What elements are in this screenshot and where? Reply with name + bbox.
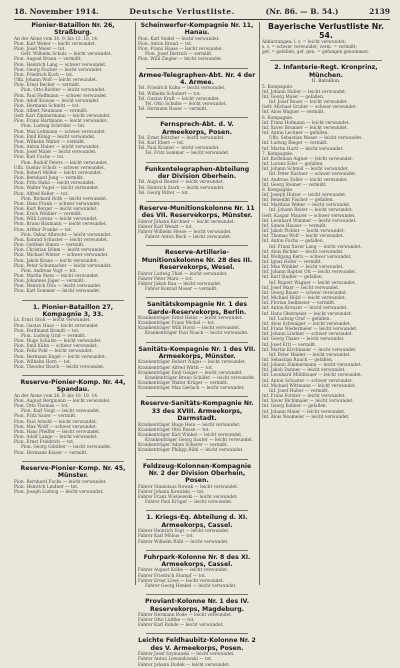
casualty-entry: Inf. Karl Stadler — gefallen.	[262, 275, 324, 281]
casualty-entry: Pion. Theodor Busch — leicht verwundet.	[14, 364, 105, 370]
casualty-entry: Inf. Andreas Zeller — leicht verwundet.	[262, 177, 349, 183]
casualty-entry: Fahrer Karl Wendt — tot.	[138, 224, 193, 230]
casualty-entry: Inf. Alois Bichler — leicht verwundet.	[262, 249, 344, 255]
page-header	[14, 4, 390, 18]
casualty-entry: Inf. Georg Kellner — gefallen.	[262, 404, 328, 410]
casualty-entry: Inf. Josef Ertl — vermißt.	[262, 342, 317, 348]
section-title: Reserve-Munitionskolonne Nr. 11 des VII. Reservekorps, Münster.	[139, 204, 255, 220]
casualty-entry: Inf. Jakob Danner — leicht verwundet.	[262, 368, 346, 374]
section-divider	[146, 297, 248, 298]
casualty-section	[138, 400, 256, 453]
column-divider	[135, 22, 136, 585]
casualty-entry: Pion. Josef Meier — tot.	[14, 47, 66, 53]
casualty-entry: Pion. Oskar Albrecht — leicht verwundet.	[21, 232, 112, 238]
casualty-entry: s. v. = schwer verwundet; verm. = vermißt;	[262, 45, 357, 51]
casualty-entry: Pion. Ferdinand Brandt — tot.	[14, 328, 80, 334]
casualty-entry: Fahrer Konrad Moser — vermißt.	[145, 287, 218, 293]
casualty-entry: Pion. Otto Richter — leicht verwundet.	[21, 88, 106, 94]
casualty-entry: Inf. Jakob Pichler — leicht verwundet.	[262, 229, 345, 235]
casualty-entry: Tel. Wilhelm Schubert — tot.	[138, 91, 201, 97]
casualty-entry: Inf. Hans Obermeier — leicht verwundet.	[262, 311, 352, 317]
casualty-entry: Inf. Michael Wittmann — leicht verwundet.	[262, 383, 356, 389]
section-title: Scheinwerfer-Kompagnie Nr. 11, Hanau.	[140, 22, 254, 37]
casualty-entry: Pion. Hugo Schulze — leicht verwundet.	[14, 339, 102, 345]
casualty-entry: Pion. Gustav Haas — leicht verwundet.	[14, 323, 100, 329]
casualty-entry: Fahrer Georg Henkel — leicht verwundet.	[145, 583, 237, 589]
casualty-entry: Pion. Willi Ziegler — leicht verwundet.	[138, 57, 223, 63]
section-title: Funkentelegraphen-Abteilung der Division Oberhein.	[144, 165, 250, 181]
casualty-entry: Tel. Otto Schulte — leicht verwundet.	[145, 101, 227, 107]
casualty-entry: Pion. Hans Frank — schwer verwundet.	[14, 201, 101, 207]
casualty-entry: Krankenträger Franz Michel — tot.	[138, 321, 215, 327]
casualty-entry: Krankenträger Alfred Wirth — tot.	[138, 365, 214, 371]
casualty-entry: Inf. Matthias Weber — leicht verwundet.	[262, 203, 351, 209]
casualty-entry: Tel. Heinrich Stark — leicht verwundet.	[138, 185, 225, 191]
casualty-entry: Fahrer Wilhelm Hesse — leicht verwundet.	[138, 230, 232, 236]
casualty-entry: Pion. Ludwig Schröder — tot.	[21, 124, 86, 130]
casualty-entry: Fahrer Anton Beck — leicht verwundet.	[145, 235, 232, 241]
casualty-entry: Pion. Anton Huber — leicht verwundet.	[14, 145, 100, 151]
casualty-entry: Inf. Johann Reiter — leicht verwundet.	[269, 208, 353, 214]
section-title: Leichte Feldhaubitz-Kolonne Nr. 2 des V. Armeekorps, Posen.	[138, 637, 256, 652]
casualty-entry: Pion. Bernhard Fuchs — leicht verwundet.	[14, 479, 107, 485]
casualty-entry: Lt. Ernst Groß — leicht verwundet.	[14, 318, 91, 324]
casualty-entry: Pion. Ernst Becker — vermißt.	[14, 83, 81, 89]
casualty-entry: Uffz. Sebastian Moser — leicht verwundet.	[269, 136, 363, 142]
casualty-entry: Gefr. Michael Gruber — schwer verwundet.	[262, 105, 357, 111]
casualty-entry: Inf. Martin Kirchmaier — leicht verwundet.	[262, 347, 357, 353]
casualty-entry: Pion. Hermann Schmitt — tot.	[14, 103, 80, 109]
section-title: 2. Infanterie-Regt. Kronprinz, München.	[274, 64, 378, 79]
casualty-entry: Fahrer Karl Rohde — leicht verwundet.	[138, 623, 224, 629]
casualty-entry: Inf. Ludwig Rieger — vermißt.	[262, 141, 329, 147]
casualty-entry: Pion. Georg Günther — leicht verwundet.	[21, 445, 112, 451]
casualty-entry: Fahrer Johann Kirchner — leicht verwundet.	[138, 219, 235, 225]
section-title: Feldzeug-Kolonnen-Kompagnie Nr. 2 der Division Oberhein, Posen.	[142, 462, 252, 485]
section-divider	[22, 300, 124, 301]
casualty-entry: Pion. Albert Neumann — vermißt.	[14, 109, 88, 114]
section-title: Fuhrpark-Kolonne Nr. 8 des XI. Armeekorps, Cassel.	[143, 553, 251, 569]
casualty-entry: Inf. Josef Huber — vermißt.	[269, 388, 329, 394]
casualty-entry: Pion. Felix Pohl — leicht verwundet.	[14, 349, 93, 355]
casualty-entry: Pion. Heinrich Otto — leicht verwundet.	[14, 284, 102, 290]
casualty-entry: Pion. Peter Schumacher — leicht verwundet.	[14, 263, 112, 269]
casualty-entry: Inf. Johann Schmid — leicht verwundet.	[262, 167, 349, 173]
casualty-entry: Inf. Franz Niedermeier — leicht verwundet.	[262, 327, 358, 333]
casualty-section	[138, 205, 256, 240]
casualty-entry: Pion. Heinrich Lindner — tot.	[14, 484, 79, 490]
casualty-entry: Krankenträger Robert Nagel — leicht verwundet.	[138, 360, 247, 366]
casualty-entry: Pion. Rudolf Peters — leicht verwundet.	[21, 160, 109, 166]
casualty-section	[138, 301, 256, 336]
casualty-entry: Inf. Joseph Holzer — leicht verwundet.	[262, 192, 347, 198]
section-divider	[146, 68, 248, 69]
casualty-entry: Fahrer August Kolbe — leicht verwundet.	[138, 568, 229, 574]
casualty-entry: Pion. Robert Möller — leicht verwundet.	[14, 170, 103, 176]
casualty-entry: Inf. Alois Schwaiger — leicht verwundet.	[262, 321, 351, 327]
column-2	[138, 22, 256, 668]
casualty-entry: Gefr. Wilhelm Schulz — leicht verwundet.	[21, 52, 112, 58]
casualty-entry: Inf. Martin Hartl — leicht verwundet.	[262, 146, 344, 152]
casualty-entry: Krankenträger Bruno Schäfer — leicht verwundet.	[145, 375, 256, 381]
casualty-entry: Pion. Kurt Berger — leicht verwundet.	[14, 206, 98, 212]
casualty-section	[14, 304, 132, 370]
section-divider	[146, 459, 248, 460]
casualty-entry: Krankenträger Philipp Rühl — leicht verwundet.	[138, 448, 244, 454]
casualty-entry: Pion. Georg Fischer — leicht verwundet.	[14, 67, 103, 73]
casualty-entry: Krankenträger Otto Busse — tot.	[138, 427, 210, 433]
casualty-entry: Pion. Arthur Franke — tot.	[14, 227, 73, 233]
casualty-section	[138, 637, 256, 667]
casualty-entry: Pion. Johannes Jäger — vermißt.	[14, 279, 85, 285]
casualty-entry: Inf. Georg Bauer — schwer verwundet.	[262, 290, 348, 296]
casualty-section	[138, 554, 256, 589]
casualty-entry: Krankenträger Emil Geiger — leicht verwundet.	[138, 370, 243, 376]
casualty-entry: Inf. Johann Lindner — schwer verwundet.	[262, 332, 353, 338]
casualty-entry: Pion. Christian Böhm — leicht verwundet.	[14, 248, 106, 254]
casualty-entry: Pion. Martin Stein — leicht verwundet.	[14, 274, 100, 279]
section-title: Proviant-Kolonne Nr. 1 des IV. Reservekorps, Magdeburg.	[145, 598, 249, 613]
header-title: Deutsche Verlustliste.	[129, 6, 235, 16]
casualty-entry: Pion. Heinrich Lang — schwer verwundet.	[14, 62, 107, 68]
section-divider	[146, 594, 248, 595]
casualty-entry: Inf. Josef Mayr — leicht verwundet.	[262, 285, 340, 291]
casualty-entry: Inf. Josef Bauer — leicht verwundet.	[269, 100, 348, 106]
casualty-entry: Inf. Georg Thaler — leicht verwundet.	[262, 337, 345, 343]
casualty-entry: Fahrer Ludwig Thiel — leicht verwundet.	[138, 271, 228, 277]
casualty-entry: 8. Kompagnie.	[262, 187, 294, 193]
casualty-entry: Tel. Friedrich Kuhn — leicht verwundet.	[138, 86, 226, 92]
casualty-entry: Pion. Paul Arnold — leicht verwundet.	[14, 419, 97, 425]
casualty-entry: Inf. Xaver Bichlmaier — leicht verwundet.	[262, 399, 354, 405]
casualty-entry: Inf. Leonhard Wimmer — leicht verwundet.	[262, 218, 357, 224]
casualty-entry: Krankenträger Georg Sauter — leicht verwundet.	[145, 438, 254, 444]
casualty-entry: Fahrer Johann Dudek — leicht verwundet.	[138, 662, 230, 668]
casualty-entry: Pion. Friedrich Koch — tot.	[14, 72, 74, 78]
section-title: Reserve-Pionier-Komp. Nr. 45, Münster.	[20, 464, 126, 480]
casualty-entry: Fahrer Stanislaus Nowak — leicht verwundet.	[138, 484, 239, 490]
casualty-section	[138, 72, 256, 113]
casualty-entry: Inf. Florian Sedlmeier — vermißt.	[262, 301, 336, 307]
casualty-entry: Pion. Hermann Engel — leicht verwundet.	[14, 354, 107, 360]
casualty-entry: Inf. Peter Haider — leicht verwundet.	[269, 352, 351, 358]
casualty-entry: Pion. Karl Weber — leicht verwundet.	[14, 41, 97, 47]
casualty-entry: Fahrer Peter Marx — tot.	[138, 276, 193, 282]
section-divider	[146, 245, 248, 246]
casualty-entry: Tel. Hermann Bauer — vermißt.	[138, 107, 208, 113]
casualty-entry: Fahrer Ernst Löwe — leicht verwundet.	[138, 578, 225, 584]
casualty-entry: Krankenträger Paul Noack — leicht verwundet.	[145, 331, 249, 337]
casualty-entry: Inf. Leonhard Mühlbauer — leicht verwundet.	[262, 373, 363, 379]
casualty-entry: Inf. Anton Lechner — gefallen.	[262, 131, 329, 137]
casualty-entry: Pion. Josef Maier — leicht verwundet.	[14, 150, 97, 156]
casualty-entry: Inf. Max Winkler — leicht verwundet.	[262, 265, 344, 271]
casualty-entry: Pion. Richard Roth — leicht verwundet.	[21, 196, 108, 202]
casualty-entry: Pion. Wilhelm Walter — vermißt.	[14, 139, 86, 145]
section-title: Sanitäts-Kompagnie Nr. 1 des VII. Armeekorps, Münster.	[138, 345, 256, 361]
casualty-entry: Pion. Joseph Ludwig — leicht verwundet.	[14, 489, 104, 495]
casualty-entry: Pion. Adolf Krause — leicht verwundet.	[14, 98, 100, 104]
casualty-entry: Pion. Karl Sommer — leicht verwundet.	[14, 289, 101, 295]
casualty-entry: gef. = gefallen; gef. gen. = gefangen genommen.	[262, 50, 370, 56]
section-title: Bayerische Verlustliste Nr. 54.	[268, 22, 384, 40]
casualty-entry: Pion. Max Wolff — schwer verwundet.	[14, 424, 97, 430]
casualty-entry: Inf. Franz Xaver Lang — leicht verwundet.	[269, 244, 362, 250]
casualty-entry: Pion. Walter Vogel — leicht verwundet.	[14, 186, 100, 192]
casualty-entry: Tel. Paul Kramer — leicht verwundet.	[138, 146, 220, 152]
section-divider	[146, 510, 248, 511]
casualty-entry: Inf. Anton Schuster — schwer verwundet.	[262, 378, 354, 384]
casualty-section	[138, 463, 256, 506]
casualty-section	[14, 379, 132, 456]
casualty-entry: Fahrer Josef Szymanski — leicht verwundet.	[138, 652, 235, 658]
section-title: Sanitätskompagnie Nr. 1 des Garde-Reservekorps, Berlin.	[146, 301, 248, 316]
casualty-entry: Fahrer Anton Lewandowski — tot.	[138, 657, 213, 663]
column-3	[262, 22, 390, 585]
casualty-entry: Pion. Alfred Keller — tot.	[14, 191, 69, 197]
casualty-entry: Pion. Ernst Friedrich — tot.	[14, 440, 75, 446]
casualty-entry: Tel. Karl Ebert — tot.	[138, 141, 185, 147]
casualty-entry: Gefr. Kaspar Maurer — schwer verwundet.	[262, 213, 356, 219]
section-divider	[146, 117, 248, 118]
casualty-entry: Krankenträger Max Gerlach — leicht verwundet.	[138, 386, 245, 392]
casualty-entry: Abkürzungen: l. v. = leicht verwundet;	[262, 40, 346, 45]
casualty-entry: Pion. Karl Voigt — leicht verwundet.	[21, 409, 101, 415]
casualty-entry: Gefr. Karl Zimmermann — leicht verwundet.	[14, 114, 111, 120]
casualty-entry: Pion. Gottlieb Simon — vermißt.	[14, 243, 85, 249]
casualty-entry: Pion. Wilhelm Horn — tot.	[14, 359, 72, 365]
casualty-entry: Krankenträger Ernst Heinz — leicht verwundet.	[138, 316, 243, 321]
casualty-section	[14, 22, 132, 295]
header-date: 18. November 1914.	[14, 6, 99, 16]
casualty-entry: Tel. Georg Ritter — tot.	[138, 190, 190, 196]
section-title: Pionier-Bataillon Nr. 26, Straßburg.	[31, 22, 115, 37]
casualty-entry: Fahrer Wilhelm Rühl — leicht verwundet.	[138, 539, 229, 545]
casualty-entry: Fahrer Otto Lüdtke — tot.	[138, 618, 195, 624]
casualty-entry: Pion. August Bergmann — leicht verwundet.	[14, 398, 111, 404]
casualty-entry: Pion. Anton Brand — tot.	[138, 41, 193, 47]
casualty-entry: Inf. Sebastian Rauch — gefallen.	[262, 357, 334, 363]
casualty-entry: Inf. Peter Kastner — schwer verwundet.	[269, 172, 357, 178]
casualty-entry: Pion. Fritz Hahn — leicht verwundet.	[14, 181, 96, 187]
casualty-entry: Fahrer Paul Krüger — leicht verwundet.	[145, 500, 233, 506]
section-title: 1. Kriegs-Eq. Abteilung d. XI. Armeekorps, Cassel.	[146, 514, 248, 529]
casualty-entry: Pion. Franz Hartmann — leicht verwundet.	[14, 119, 108, 125]
casualty-entry: Pion. Otto Thomas — tot.	[14, 404, 69, 410]
casualty-entry: Inf. Korbinian Aigner — leicht verwundet.	[262, 156, 354, 162]
section-subtitle: II. Bataillon.	[311, 79, 341, 85]
casualty-entry: Inf. Anton Fuchs — gefallen.	[262, 239, 324, 245]
section-title: Reserve-Pionier-Komp. Nr. 44, Spandau.	[20, 379, 126, 394]
casualty-section	[138, 249, 256, 292]
casualty-entry: Inf. Ludwig Graf — gefallen.	[269, 316, 331, 322]
casualty-entry: Fahrer Friedrich Stumpf — tot.	[138, 573, 206, 579]
section-divider	[270, 60, 382, 61]
casualty-entry: Krankenträger Willi Horst — leicht verwundet.	[138, 326, 241, 332]
casualty-entry: Krankenträger Adam Scherer — vermißt.	[138, 443, 229, 449]
casualty-entry: Inf. Johann Huber — leicht verwundet.	[262, 89, 347, 95]
section-title: 1. Pionier-Bataillon 27, Kompagnie 3, 33.	[32, 303, 114, 319]
section-title: Armee-Telegraphen-Abt. Nr. 4 der 4. Armee.	[138, 71, 256, 86]
section-divider	[146, 342, 248, 343]
casualty-entry: Fahrer Karl Möbus — tot.	[138, 534, 194, 540]
casualty-entry: Pion. Emil König — leicht verwundet.	[14, 134, 96, 140]
casualty-entry: Pion. Franz Haase — leicht verwundet.	[138, 47, 224, 53]
casualty-entry: Inf. Xaver Brunner — leicht verwundet.	[262, 125, 348, 131]
casualty-entry: Pion. Bernhard Jung — vermißt.	[14, 176, 84, 182]
casualty-section	[138, 346, 256, 392]
casualty-entry: 6. Kompagnie.	[262, 115, 294, 121]
section-divider	[146, 162, 248, 163]
casualty-section	[138, 121, 256, 156]
casualty-entry: An der Aisne vom 30. 9. bis 13. 10. 14.	[14, 36, 99, 42]
casualty-entry: Inf. Johann Zimmermann — leicht verwundet.	[262, 363, 362, 369]
casualty-entry: An der Aisne vom 26. 9. bis 10. 10. 14.	[14, 393, 99, 399]
casualty-section	[138, 166, 256, 196]
section-divider	[146, 396, 248, 397]
casualty-entry: Inf. Alois Wagner — vermißt.	[262, 110, 325, 116]
casualty-entry: Uffz. Gustav Scholz — schwer verwundet.	[14, 165, 106, 171]
casualty-entry: Inf. Ignaz Hofer — vermißt.	[262, 260, 323, 265]
casualty-section	[138, 598, 256, 628]
casualty-entry: Inf. Lorenz Eder — gefallen.	[262, 162, 324, 168]
casualty-entry: Pion. August Braun — vermißt.	[14, 57, 82, 63]
casualty-entry: Pion. Karl Seidel — leicht verwundet.	[138, 36, 220, 42]
section-divider	[146, 201, 248, 202]
casualty-entry: Pion. Michael Winter — schwer verwundet.	[14, 253, 109, 259]
section-divider	[146, 633, 248, 634]
casualty-section	[262, 22, 390, 55]
casualty-entry: Fahrer Jakob Rau — leicht verwundet.	[138, 281, 222, 287]
casualty-entry: Krankenträger Karl Winkel — leicht verwundet.	[138, 432, 243, 438]
casualty-entry: Inf. Franz Forster — leicht verwundet.	[262, 394, 346, 400]
casualty-entry: Pion. Erich Winkler — vermißt.	[14, 212, 82, 218]
casualty-entry: Pion. Bruno Baumann — leicht verwundet.	[14, 222, 107, 228]
casualty-entry: Inf. Thomas Wolf — leicht verwundet.	[262, 234, 344, 240]
section-title: Reserve-Sanitäts-Kompagnie Nr. 33 des XVIII. Armeekorps, Darmstadt.	[140, 400, 254, 423]
casualty-entry: Fahrer Hermann Bode — leicht verwundet.	[138, 612, 233, 618]
casualty-entry: Pion. Hans Pfeiffer — leicht verwundet.	[14, 429, 101, 435]
section-divider	[146, 550, 248, 551]
casualty-entry: Pion. Hermann Kaiser — vermißt.	[14, 450, 88, 456]
casualty-entry: Inf. Johann Maier — leicht verwundet.	[262, 409, 346, 415]
casualty-section	[14, 465, 132, 495]
casualty-entry: Pion. Adolf Lange — leicht verwundet.	[14, 435, 98, 441]
casualty-entry: Pion. Paul Hoffmann — schwer verwundet.	[14, 93, 108, 99]
casualty-entry: Pion. Willi Lorenz — leicht verwundet.	[14, 217, 98, 223]
casualty-entry: Fahrer Johann Kowalski — tot.	[138, 489, 205, 495]
casualty-entry: Pion. Jakob Kraus — leicht verwundet.	[14, 258, 98, 264]
casualty-section	[138, 514, 256, 544]
casualty-entry: Pion. Andreas Vogt — tot.	[21, 268, 77, 274]
header-issue: (Nr. 86. — B. 54.)	[265, 6, 339, 16]
casualty-entry: Tel. Ernst Böttcher — leicht verwundet.	[138, 136, 225, 141]
casualty-section	[138, 22, 256, 63]
casualty-entry: Pion. Karl Fuchs — tot.	[14, 155, 65, 161]
casualty-entry: Inf. Alois Neumeier — leicht verwundet.	[262, 414, 350, 420]
section-divider	[22, 461, 124, 462]
casualty-entry: Inf. Georg Maier — gefallen.	[262, 95, 325, 100]
casualty-entry: 5. Kompagnie.	[262, 84, 294, 90]
section-divider	[22, 375, 124, 376]
section-title: Fernsprech-Abt. d. V. Armeekorps, Posen.	[160, 121, 234, 136]
casualty-entry: Inf. Wolfgang Kern — schwer verwundet.	[262, 254, 352, 260]
header-rule	[14, 19, 390, 20]
casualty-entry: Fahrer Heinrich Vogt — leicht verwundet.	[138, 529, 230, 535]
casualty-entry: Tel. Gustav Kraft — leicht verwundet.	[138, 96, 221, 102]
casualty-section	[262, 64, 390, 419]
casualty-entry: Inf. Georg Steiner — vermißt.	[262, 182, 327, 188]
casualty-entry: Pion. Ludwig Graf — vermißt.	[21, 333, 86, 339]
casualty-entry: Pion. Fritz Sauer — vermißt.	[14, 414, 77, 420]
casualty-entry: Inf. Simon Hauser — vermißt.	[262, 223, 328, 229]
casualty-entry: Tel. Fritz Sommer — leicht verwundet.	[145, 151, 230, 157]
casualty-entry: Krankenträger Hugo Hein — leicht verwundet.	[138, 422, 241, 428]
header-page-number: 2139	[369, 6, 390, 16]
casualty-entry: Inf. Franz Hofmann — leicht verwundet.	[262, 120, 350, 126]
casualty-entry: Tel. August Reuter — leicht verwundet.	[138, 180, 224, 186]
casualty-entry: Uffz. Johann Wolf — leicht verwundet.	[14, 78, 98, 84]
column-1	[14, 22, 132, 585]
casualty-entry: Krankenträger Walter Krüger — vermißt.	[138, 381, 229, 387]
column-divider	[259, 22, 260, 585]
section-title: Reserve-Artillerie-Munitionskolonne Nr. 28 des III. Reservekorps, Wesel.	[141, 249, 253, 272]
casualty-entry: Inf. Anton Kreuzer — leicht verwundet.	[262, 306, 348, 312]
casualty-entry: Inf. Johann Baptist Ott — leicht verwundet.	[262, 270, 357, 276]
casualty-entry: Fahrer Franz Wisniewski — leicht verwundet.	[138, 495, 238, 501]
casualty-entry: Inf. Benedikt Fischer — gefallen.	[262, 198, 334, 204]
casualty-entry: Pion. Josef Dietrich — vermißt.	[145, 52, 213, 58]
casualty-entry: Pion. Emil Kühn — schwer verwundet.	[14, 344, 98, 350]
casualty-entry: Pion. Konrad Schuster — leicht verwundet.	[14, 237, 109, 243]
casualty-entry: Inf. Michael Hölzl — leicht verwundet.	[262, 296, 346, 302]
casualty-entry: 7. Kompagnie.	[262, 151, 294, 157]
casualty-entry: Inf. Rupert Wagner — leicht verwundet.	[269, 280, 357, 286]
casualty-entry: Pion. Max Lehmann — schwer verwundet.	[14, 129, 107, 135]
